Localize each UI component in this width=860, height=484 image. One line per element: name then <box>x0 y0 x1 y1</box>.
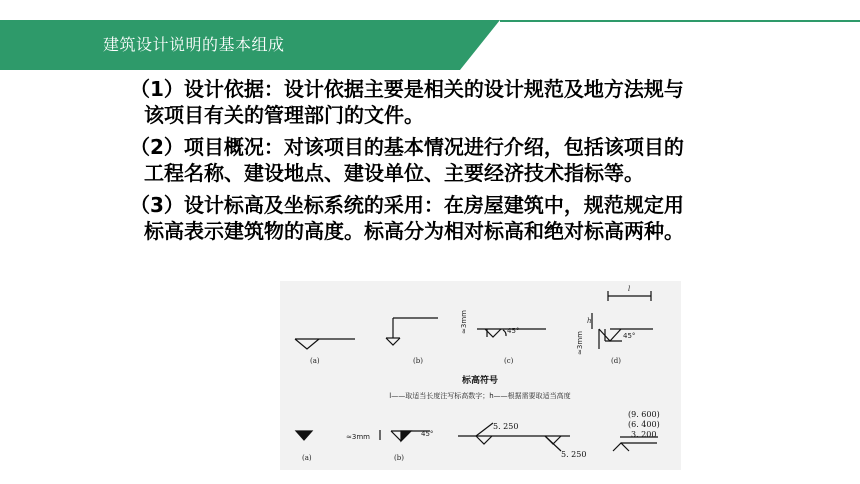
dim-3mm-d: ≈3mm <box>576 331 584 355</box>
elevation-symbol-figure <box>280 281 681 470</box>
angle-d: 45° <box>623 332 636 340</box>
figure-note: l——取适当长度注写标高数字；h——根据需要取适当高度 <box>389 392 571 400</box>
figure-label-b: (b) <box>413 357 423 365</box>
elevation-value-1: 5. 250 <box>493 422 519 431</box>
elevation-stack-3: 3. 200 <box>631 430 657 439</box>
elevation-stack-2: (6. 400) <box>628 420 660 429</box>
content-body <box>130 76 690 250</box>
paragraph-elevation-system: （3）设计标高及坐标系统的采用：在房屋建筑中，规范规定用标高表示建筑物的高度。标高分为相对标高和绝对标高两种。 <box>130 193 684 243</box>
bottom-label-b: (b) <box>394 454 404 462</box>
figure-label-c: (c) <box>504 357 514 365</box>
figure-label-a: (a) <box>310 357 320 365</box>
dim-h: h <box>587 317 592 325</box>
angle-bottom: 45° <box>421 430 434 438</box>
dim-3mm-bottom: ≈3mm <box>346 433 370 441</box>
paragraph-design-basis: （1）设计依据：设计依据主要是相关的设计规范及地方法规与该项目有关的管理部门的文件。 <box>130 77 684 127</box>
dim-3mm-c: ≈3mm <box>460 310 468 334</box>
slide-title: 建筑设计说明的基本组成 <box>103 35 285 54</box>
figure-label-d: (d) <box>611 357 621 365</box>
paragraph-project-overview: （2）项目概况：对该项目的基本情况进行介绍，包括该项目的工程名称、建设地点、建设单位、主要经济技术指标等。 <box>130 135 684 185</box>
angle-c: 45° <box>507 327 520 335</box>
elevation-value-2: 5. 250 <box>561 450 587 459</box>
top-figure-labels <box>310 357 621 365</box>
elevation-stack-1: (9. 600) <box>628 410 660 419</box>
figure-caption: 标高符号 <box>461 376 499 386</box>
bottom-label-a: (a) <box>302 454 312 462</box>
dim-l: l <box>628 285 631 293</box>
